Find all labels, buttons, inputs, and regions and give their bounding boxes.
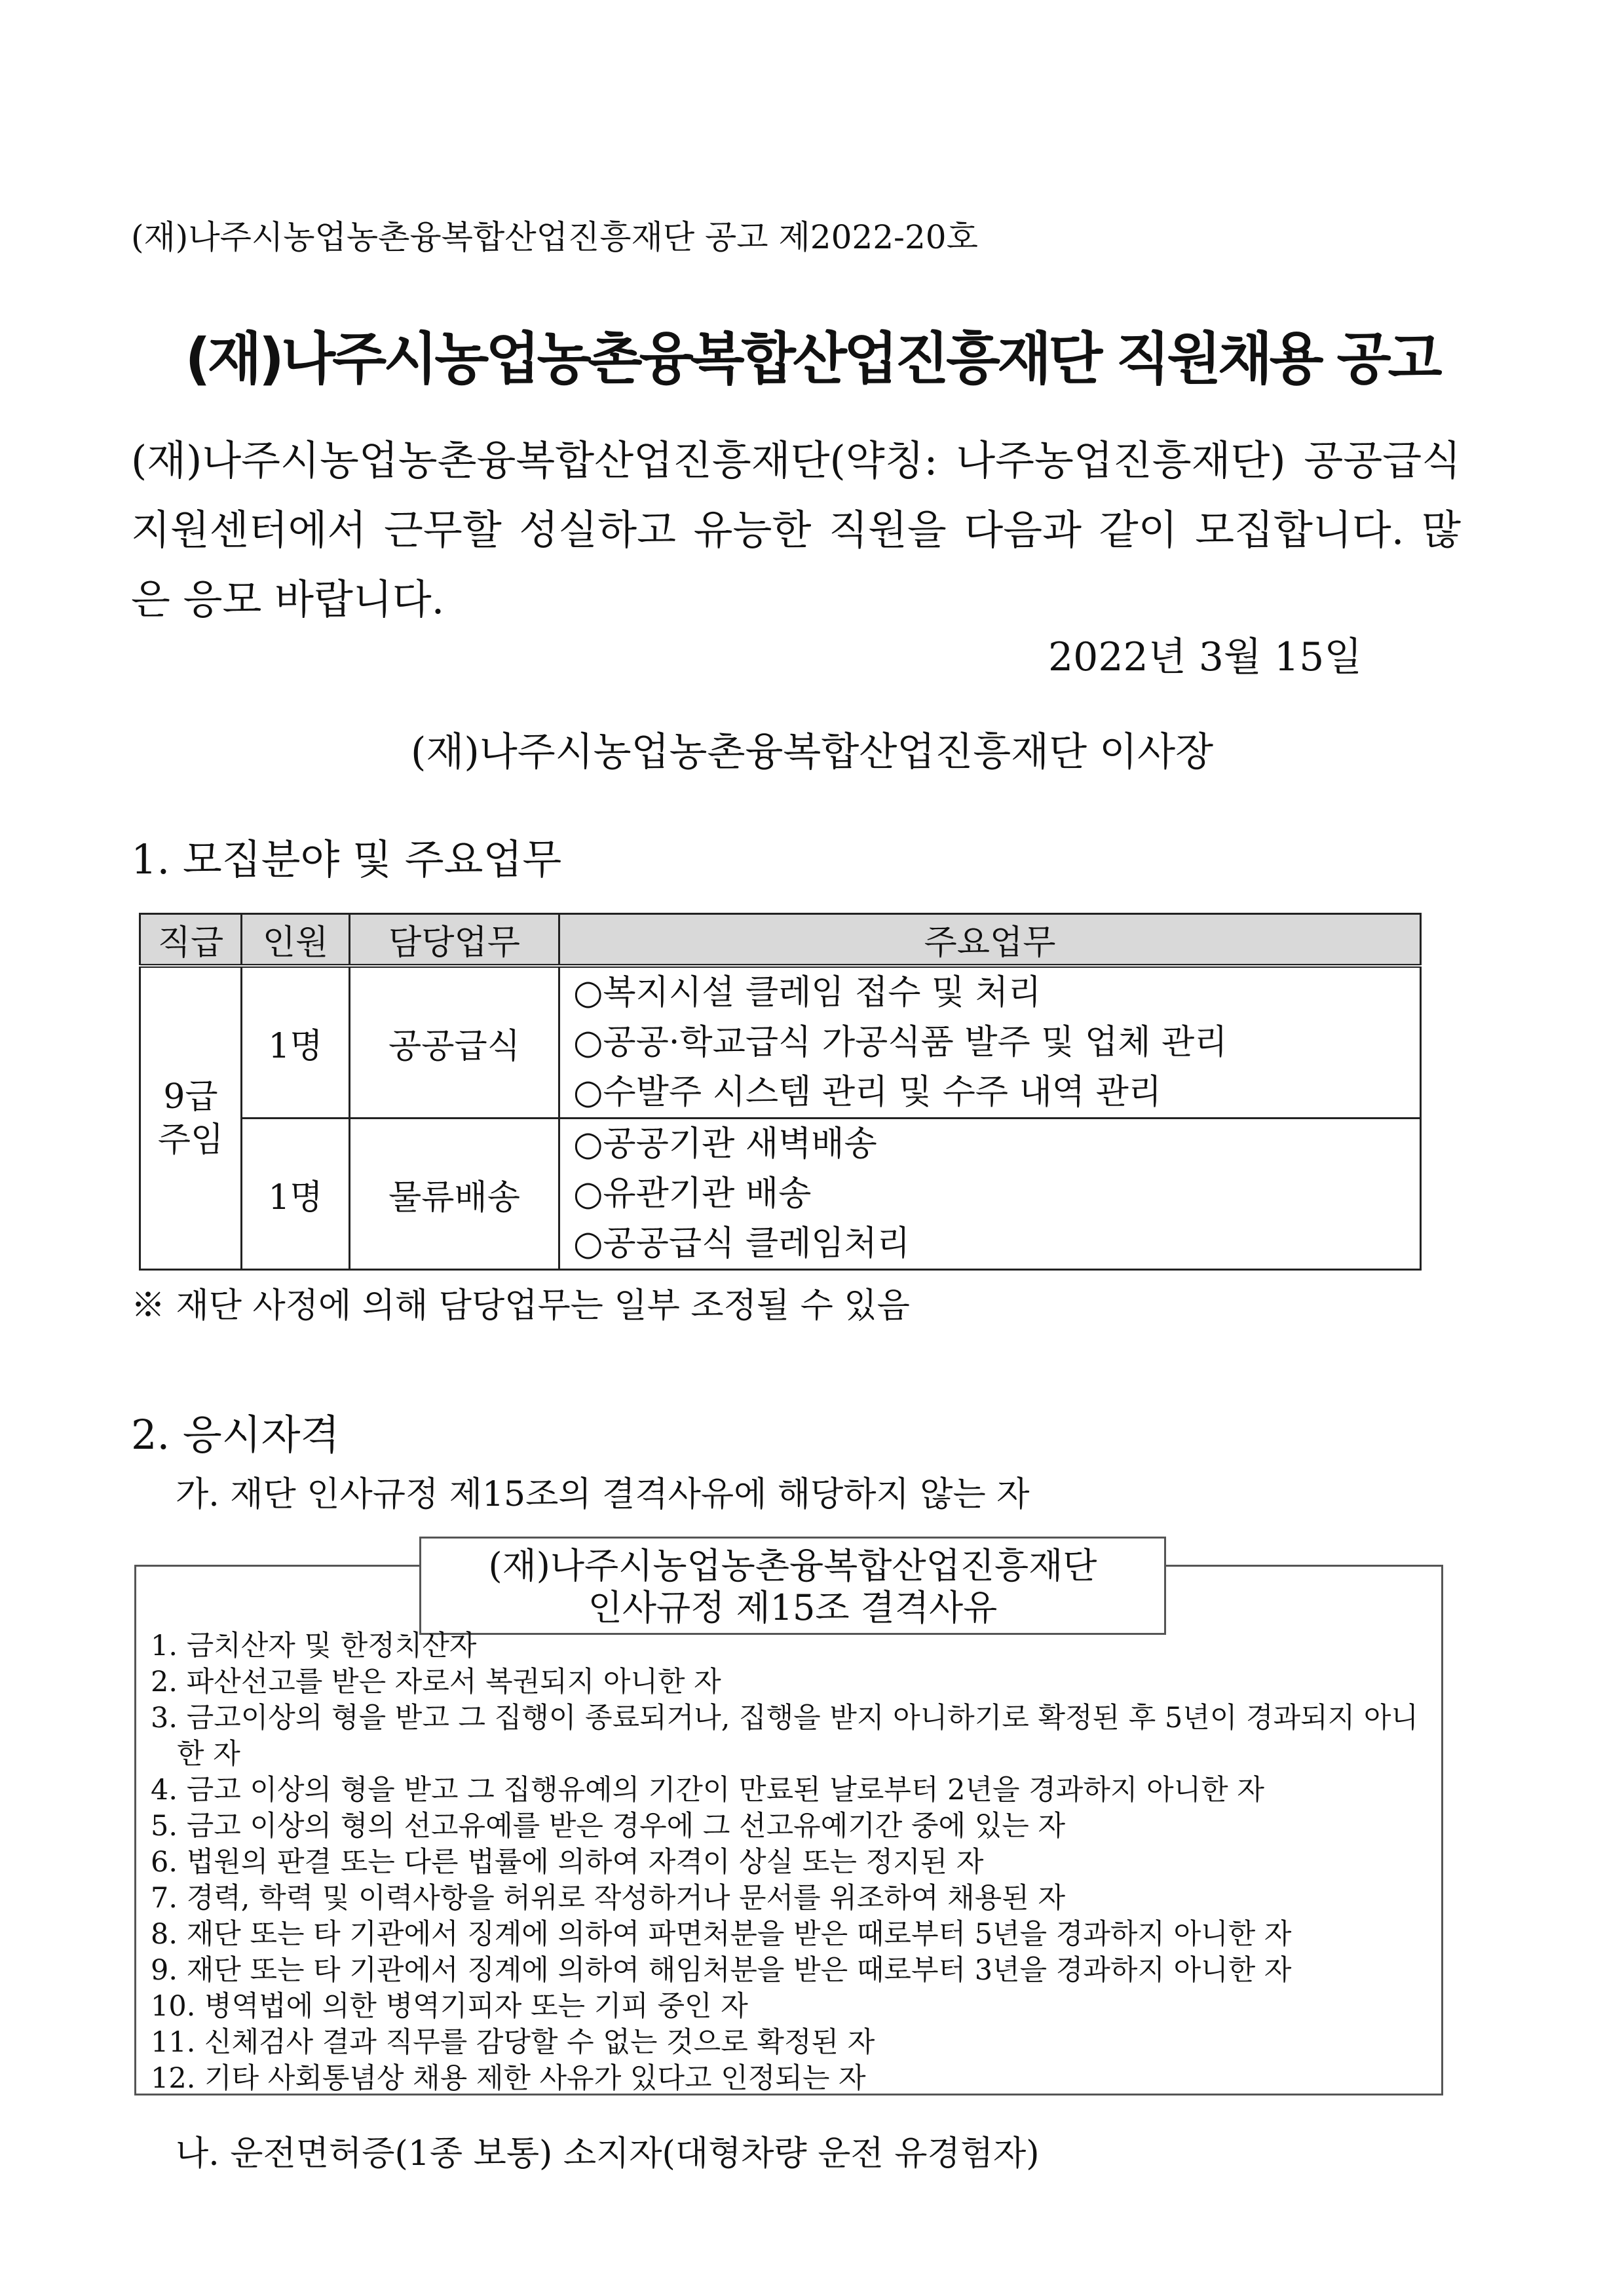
box-title-line: 인사규정 제15조 결격사유 bbox=[588, 1587, 998, 1628]
list-item: 4. 금고 이상의 형을 받고 그 집행유예의 기간이 만료된 날로부터 2년을 경과하지 아니한 자 bbox=[151, 1774, 1264, 1807]
list-item: 5. 금고 이상의 형의 선고유예를 받은 경우에 그 선고유예기간 중에 있는 자 bbox=[151, 1810, 1065, 1843]
table-header-row bbox=[140, 914, 1421, 966]
box-title-line: (재)나주시농업농촌융복합산업진흥재단 bbox=[488, 1545, 1097, 1586]
duty-item: ○공공급식 클레임처리 bbox=[573, 1224, 910, 1263]
headcount-cell: 1명 bbox=[242, 966, 350, 1119]
duty-item: ○공공·학교급식 가공식품 발주 및 업체 관리 bbox=[573, 1023, 1228, 1062]
disqualification-box-title bbox=[419, 1537, 1166, 1635]
list-item: 3. 금고이상의 형을 받고 그 집행이 종료되거나, 집행을 받지 아니하기로 확정된 후 5년이 경과되지 아니한 자 bbox=[151, 1702, 1418, 1770]
assignment-cell: 공공급식 bbox=[350, 966, 559, 1119]
position-text: 주임 bbox=[157, 1120, 224, 1160]
grade-cell bbox=[140, 966, 242, 1270]
issuer: (재)나주시농업농촌융복합산업진흥재단 이사장 bbox=[410, 729, 1214, 775]
duty-item: ○수발주 시스템 관리 및 수주 내역 관리 bbox=[573, 1073, 1162, 1112]
section-2-heading: 2. 응시자격 bbox=[131, 1411, 340, 1459]
table-note: ※ 재단 사정에 의해 담당업무는 일부 조정될 수 있음 bbox=[131, 1286, 910, 1326]
list-item: 8. 재단 또는 타 기관에서 징계에 의하여 파면처분을 받은 때로부터 5년을 경과하지 아니한 자 bbox=[151, 1918, 1292, 1951]
column-header: 주요업무 bbox=[559, 914, 1421, 966]
column-header: 직급 bbox=[140, 914, 242, 966]
list-item: 11. 신체검사 결과 직무를 감당할 수 없는 것으로 확정된 자 bbox=[151, 2026, 875, 2059]
duty-item: ○복지시설 클레임 접수 및 처리 bbox=[573, 973, 1042, 1012]
page-title: (재)나주시농업농촌융복합산업진흥재단 직원채용 공고 bbox=[185, 326, 1439, 392]
duties-cell bbox=[559, 966, 1421, 1119]
table-row bbox=[140, 966, 1421, 1119]
table-row bbox=[140, 1119, 1421, 1270]
section-1-heading: 1. 모집분야 및 주요업무 bbox=[131, 835, 562, 883]
duties-cell bbox=[559, 1119, 1421, 1270]
disqualification-list bbox=[151, 1628, 1435, 2097]
column-header: 인원 bbox=[242, 914, 350, 966]
intro-paragraph: (재)나주시농업농촌융복합산업진흥재단(약칭: 나주농업진흥재단) 공공급식지원센터에서 근무할 성실하고 유능한 직원을 다음과 같이 모집합니다. 많은 응모 바랍니다. bbox=[131, 436, 1461, 623]
list-item: 9. 재단 또는 타 기관에서 징계에 의하여 해임처분을 받은 때로부터 3년을 경과하지 아니한 자 bbox=[151, 1954, 1292, 1987]
qualification-item-ga: 가. 재단 인사규정 제15조의 결격사유에 해당하지 않는 자 bbox=[176, 1475, 1030, 1514]
list-item: 12. 기타 사회통념상 채용 제한 사유가 있다고 인정되는 자 bbox=[151, 2062, 866, 2095]
grade-text: 9급 bbox=[163, 1077, 218, 1117]
list-item: 10. 병역법에 의한 병역기피자 또는 기피 중인 자 bbox=[151, 1990, 748, 2023]
qualification-item-na: 나. 운전면허증(1종 보통) 소지자(대형차량 운전 유경험자) bbox=[176, 2134, 1040, 2173]
list-item: 2. 파산선고를 받은 자로서 복권되지 아니한 자 bbox=[151, 1666, 721, 1698]
notice-date: 2022년 3월 15일 bbox=[1048, 634, 1363, 680]
list-item: 1. 금치산자 및 한정치산자 bbox=[151, 1630, 477, 1662]
recruitment-table bbox=[139, 913, 1422, 1271]
duty-item: ○유관기관 배송 bbox=[573, 1174, 812, 1214]
list-item: 6. 법원의 판결 또는 다른 법률에 의하여 자격이 상실 또는 정지된 자 bbox=[151, 1846, 984, 1879]
duty-item: ○공공기관 새벽배송 bbox=[573, 1124, 877, 1164]
list-item: 7. 경력, 학력 및 이력사항을 허위로 작성하거나 문서를 위조하여 채용된 자 bbox=[151, 1882, 1065, 1915]
column-header: 담당업무 bbox=[350, 914, 559, 966]
headcount-cell: 1명 bbox=[242, 1119, 350, 1270]
assignment-cell: 물류배송 bbox=[350, 1119, 559, 1270]
notice-number: (재)나주시농업농촌융복합산업진흥재단 공고 제2022-20호 bbox=[131, 218, 978, 256]
